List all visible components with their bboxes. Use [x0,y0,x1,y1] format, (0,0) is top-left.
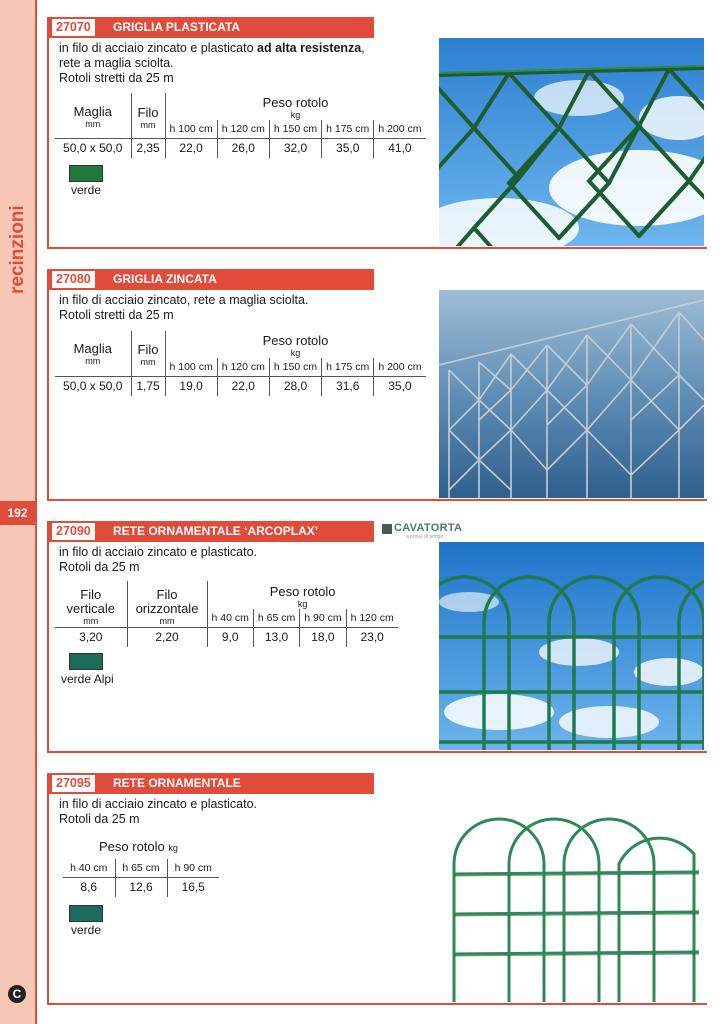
product-header [49,269,374,290]
height-header: h 65 cm [253,609,299,627]
product-photo [439,542,704,750]
product-header [49,773,374,794]
table-row: 50,0 x 50,0 2,35 22,0 26,0 32,0 35,0 41,0 [55,138,426,158]
color-label: verde Alpi [61,672,114,686]
table-row: 50,0 x 50,0 1,75 19,0 22,0 28,0 31,6 35,0 [55,376,426,396]
height-header: h 120 cm [346,609,398,627]
section-title: recinzioni [7,205,28,294]
product-block-27080 [47,269,707,501]
height-header: h 90 cm [300,609,346,627]
height-header: h 40 cm [63,859,115,877]
product-code: 27095 [52,775,95,792]
table-row: 8,6 12,6 16,5 [63,877,219,897]
color-swatch-verde-alpi [69,653,103,670]
color-label: verde [71,923,102,937]
product-description: in filo di acciaio zincato e plasticato. Rotoli da 25 m [59,545,258,574]
height-header: h 175 cm [322,358,374,376]
filo-verticale-header: Filo [80,587,102,602]
product-block-27095 [47,773,707,1005]
filo-header: Filo [137,342,159,357]
height-header: h 40 cm [207,609,253,627]
height-header: h 200 cm [374,120,426,138]
page-number: 192 [0,501,35,525]
product-title: RETE ORNAMENTALE [113,776,241,790]
height-header: h 100 cm [165,358,217,376]
peso-header: Peso rotolo kg [99,839,178,854]
spec-table [63,859,219,897]
color-swatch-verde [69,905,103,922]
height-header: h 100 cm [165,120,217,138]
product-title: RETE ORNAMENTALE ‘ARCOPLAX’ [113,524,319,538]
peso-header: Peso rotolo [262,95,329,110]
height-header: h 90 cm [167,859,219,877]
product-code: 27080 [52,271,95,288]
product-photo [439,38,704,246]
spec-table: Maglia mm Filo mm Peso rotolo kg h 100 cm h 120 cm h 150 cm h 175 cm h 200 cm 50,0 x 50,0 1,75 19,0 22,0 28,0 31,6 35,0 [55,331,426,396]
spec-table: Maglia mm Filo mm Peso rotolo kg h 100 cm h 120 cm h 150 cm h 175 cm h 200 cm 50,0 x 50,0 2,35 22,0 26,0 32,0 35,0 41,0 [55,93,426,158]
maglia-header: Maglia [73,104,112,119]
height-header: h 150 cm [269,358,321,376]
maglia-header: Maglia [73,341,112,356]
filo-orizzontale-header: Filo [156,587,178,602]
product-code: 27090 [52,523,95,540]
peso-header: Peso rotolo [269,584,336,599]
height-header: h 150 cm [269,120,321,138]
product-block-27070 [47,17,707,249]
color-swatch-verde [69,165,103,182]
product-code: 27070 [52,19,95,36]
product-title: GRIGLIA ZINCATA [113,272,217,286]
product-description: in filo di acciaio zincato e plasticato ad alta resistenza, rete a maglia sciolta. Rotoli stretti da 25 m [59,41,365,85]
product-block-27090 [47,521,707,753]
product-header [49,17,374,38]
table-row: 3,20 2,20 9,0 13,0 18,0 23,0 [55,627,398,647]
product-description: in filo di acciaio zincato, rete a maglia sciolta. Rotoli stretti da 25 m [59,293,309,322]
product-photo [439,794,704,1002]
spec-table: Filo verticale mm Filo orizzontale mm Peso rotolo kg h 40 cm h 65 cm h 90 cm h 120 cm 3,20 2,20 9,0 13,0 18,0 23,0 [55,581,398,647]
product-photo [439,290,704,498]
product-title: GRIGLIA PLASTICATA [113,20,241,34]
side-band-rule [35,0,37,1024]
height-header: h 120 cm [217,358,269,376]
brand-logo-icon: C [8,985,26,1003]
height-header: h 120 cm [217,120,269,138]
product-header [49,521,374,542]
cavatorta-logo: CAVATORTA a prova di tempo [382,522,474,540]
color-label: verde [71,183,102,197]
height-header: h 65 cm [115,859,167,877]
peso-header: Peso rotolo [262,333,329,348]
height-header: h 200 cm [374,358,426,376]
product-description: in filo di acciaio zincato e plasticato. Rotoli da 25 m [59,797,258,826]
height-header: h 175 cm [322,120,374,138]
filo-header: Filo [137,105,159,120]
